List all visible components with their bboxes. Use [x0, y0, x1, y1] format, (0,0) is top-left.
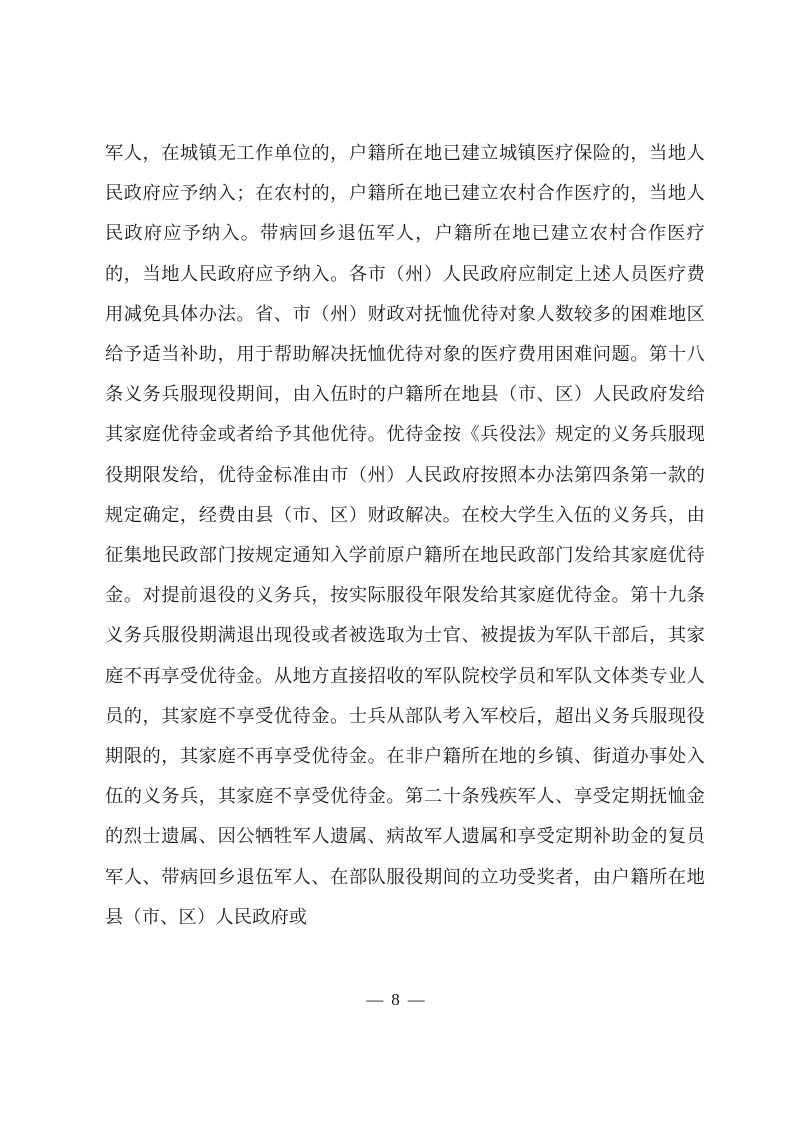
page-number-left-dash: — — [366, 990, 386, 1009]
page-number-right-dash: — — [407, 990, 427, 1009]
page-number-footer — [0, 990, 793, 1010]
page-number-value: 8 — [391, 990, 402, 1009]
body-paragraph: 军人，在城镇无工作单位的，户籍所在地已建立城镇医疗保险的，当地人民政府应予纳入；在农村的，户籍所在地已建立农村合作医疗的，当地人民政府应予纳入。带病回乡退伍军人，户籍所在地已建立农村合作医疗的，当地人民政府应予纳入。各市（州）人民政府应制定上述人员医疗费用减免具体办法。省、市（州）财政对抚恤优待对象人数较多的困难地区给予适当补助，用于帮助解决抚恤优待对象的医疗费用困难问题。第十八条义务兵服现役期间，由入伍时的户籍所在地县（市、区）人民政府发给其家庭优待金或者给予其他优待。优待金按《兵役法》规定的义务兵服现役期限发给，优待金标准由市（州）人民政府按照本办法第四条第一款的规定确定，经费由县（市、区）财政解决。在校大学生入伍的义务兵，由征集地民政部门按规定通知入学前原户籍所在地民政部门发给其家庭优待金。对提前退役的义务兵，按实际服役年限发给其家庭优待金。第十九条义务兵服役期满退出现役或者被选取为士官、被提拔为军队干部后，其家庭不再享受优待金。从地方直接招收的军队院校学员和军队文体类专业人员的，其家庭不享受优待金。士兵从部队考入军校后，超出义务兵服现役期限的，其家庭不再享受优待金。在非户籍所在地的乡镇、街道办事处入伍的义务兵，其家庭不享受优待金。第二十条残疾军人、享受定期抚恤金的烈士遗属、因公牺牲军人遗属、病故军人遗属和享受定期补助金的复员军人、带病回乡退伍军人、在部队服役期间的立功受奖者，由户籍所在地县（市、区）人民政府或 — [105, 143, 705, 927]
document-body — [105, 133, 705, 937]
